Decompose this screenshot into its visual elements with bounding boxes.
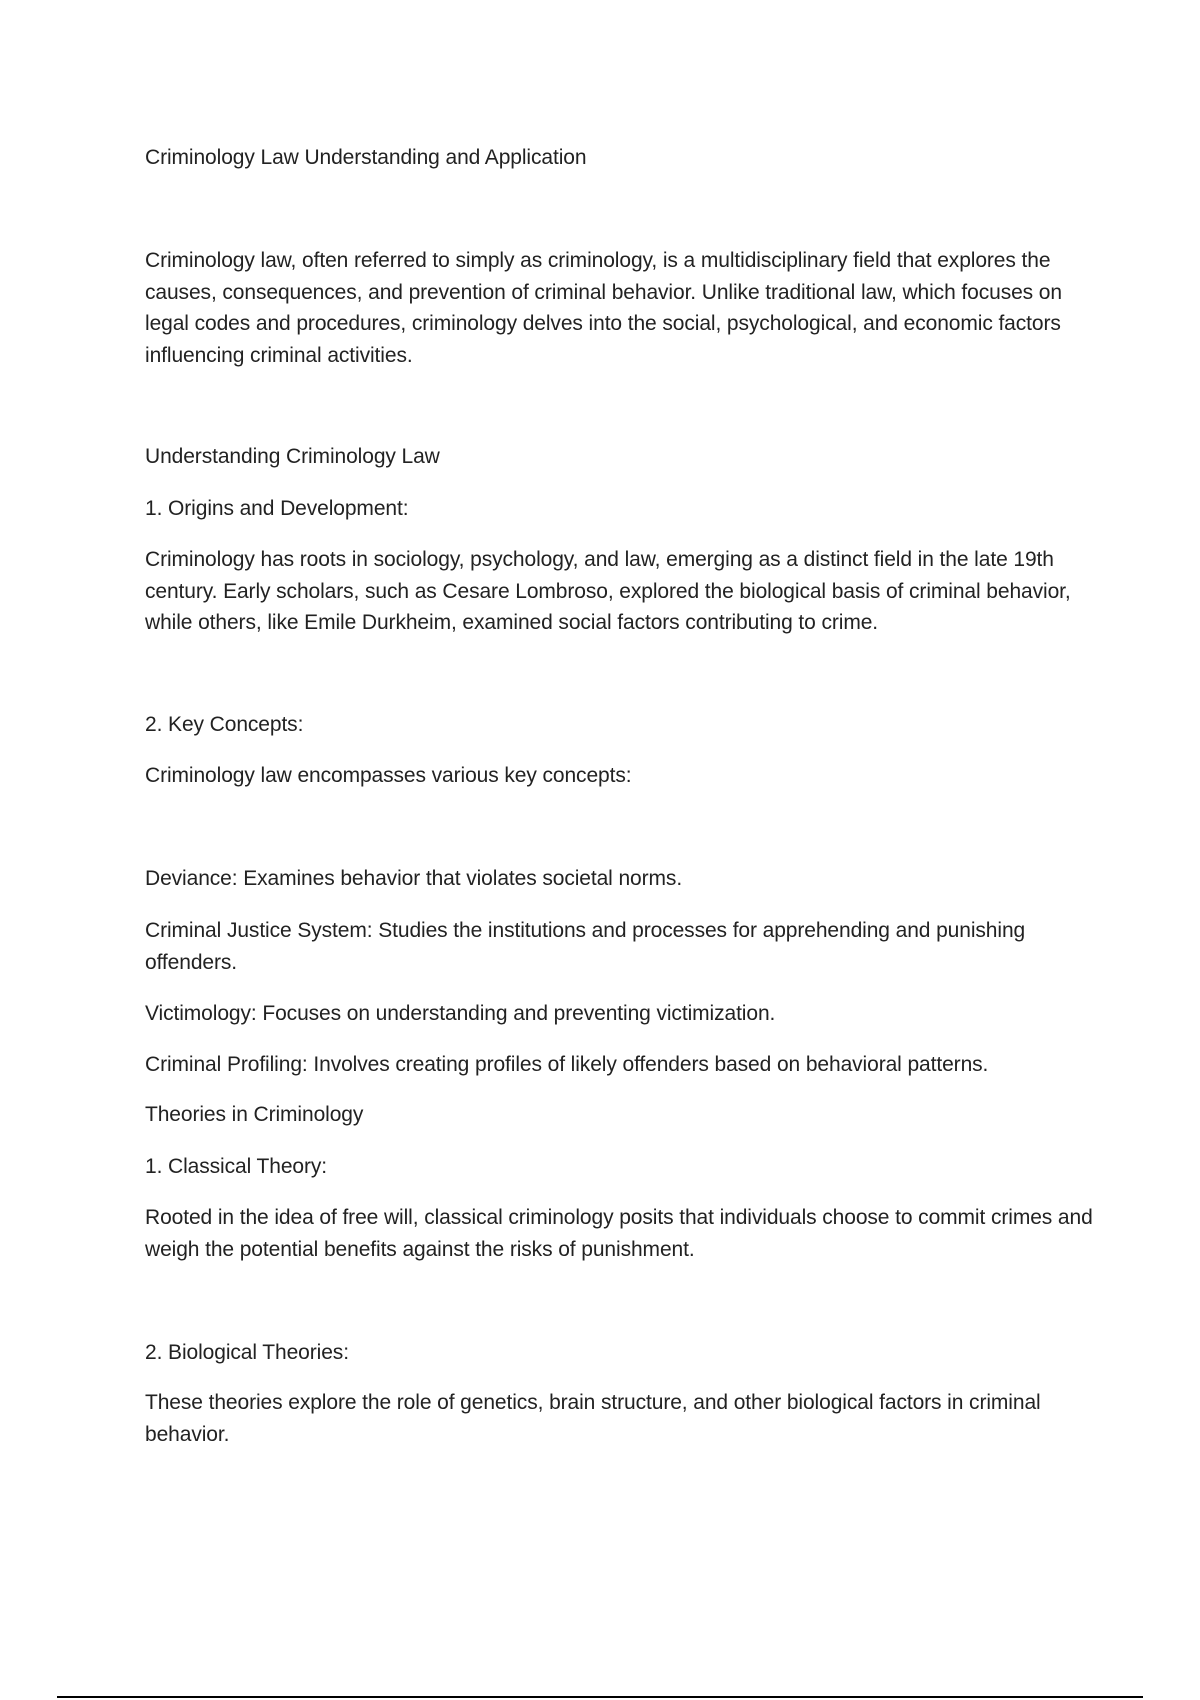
subheading-origins: 1. Origins and Development: <box>145 497 409 520</box>
document-title: Criminology Law Understanding and Application <box>145 146 587 169</box>
biological-paragraph: These theories explore the role of genetics, brain structure, and other biological factors in criminal behavior. <box>145 1391 1041 1446</box>
subheading-key-concepts: 2. Key Concepts: <box>145 713 304 736</box>
concept-item-profiling: Criminal Profiling: Involves creating profiles of likely offenders based on behavioral patterns. <box>145 1053 989 1076</box>
subheading-classical: 1. Classical Theory: <box>145 1155 328 1178</box>
key-concepts-intro: Criminology law encompasses various key concepts: <box>145 764 632 787</box>
section-heading-theories: Theories in Criminology <box>145 1103 364 1126</box>
origins-paragraph: Criminology has roots in sociology, psychology, and law, emerging as a distinct field in the late 19th century. Early scholars, such as Cesare Lombroso, explored the biological basis of criminal behavior, while others, like Emile Durkheim, examined social factors contributing to crime. <box>145 548 1071 634</box>
intro-paragraph: Criminology law, often referred to simply as criminology, is a multidisciplinary field that explores the causes, consequences, and prevention of criminal behavior. Unlike traditional law, which focuses on legal codes and procedures, criminology delves into the social, psychological, and economic factors influencing criminal activities. <box>145 249 1062 367</box>
footer-divider <box>57 1696 1143 1698</box>
classical-paragraph: Rooted in the idea of free will, classical criminology posits that individuals choose to commit crimes and weigh the potential benefits against the risks of punishment. <box>145 1206 1093 1261</box>
concept-item-criminal-justice: Criminal Justice System: Studies the institutions and processes for apprehending and punishing offenders. <box>145 919 1026 974</box>
concept-item-victimology: Victimology: Focuses on understanding and preventing victimization. <box>145 1002 776 1025</box>
section-heading-understanding: Understanding Criminology Law <box>145 445 440 468</box>
concept-item-deviance: Deviance: Examines behavior that violates societal norms. <box>145 867 683 890</box>
subheading-biological: 2. Biological Theories: <box>145 1341 349 1364</box>
